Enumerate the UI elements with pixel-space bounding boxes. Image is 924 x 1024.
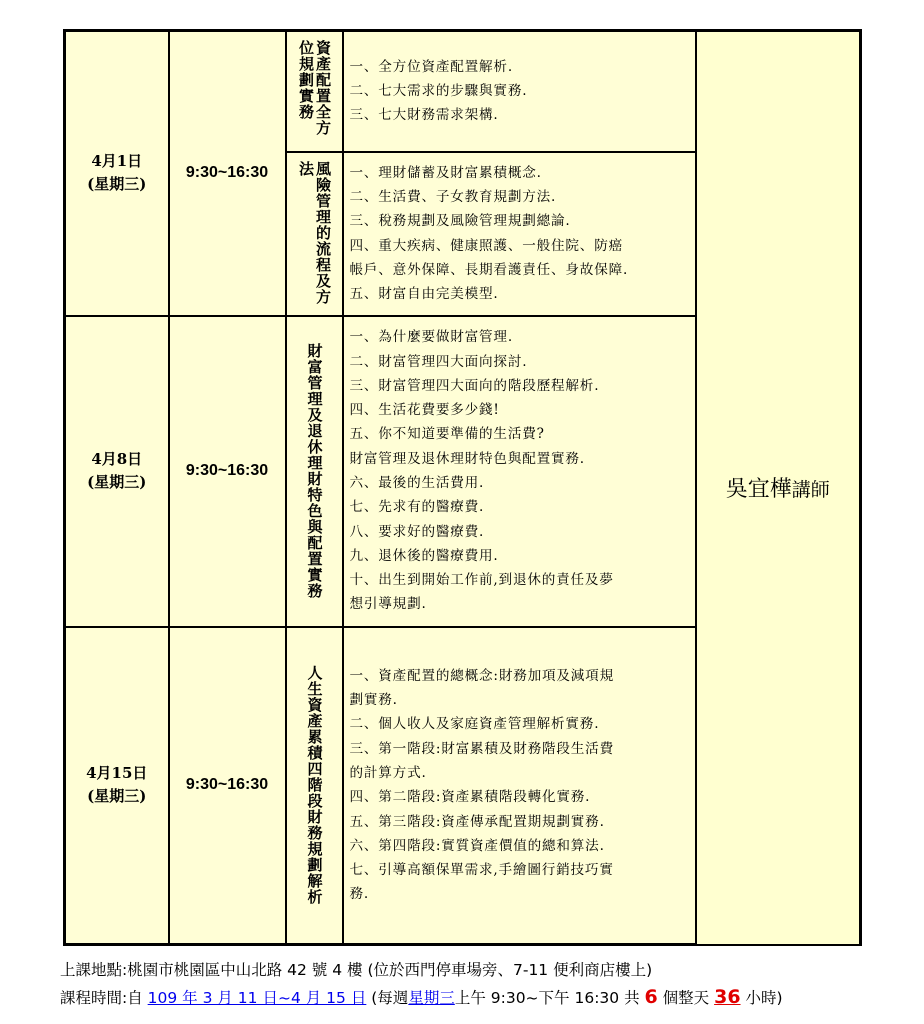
teacher-name: 吳宜樺 (725, 477, 792, 503)
content-line: 財富管理及退休理財特色與配置實務. (349, 450, 585, 467)
schedule-row (65, 31, 861, 152)
location-text: 上課地點:桃園市桃園區中山北路 42 號 4 樓 (位於西門停車場旁、7-11 便利商店樓上) (60, 961, 653, 979)
teacher-cell (696, 31, 861, 945)
content-line: 三、稅務規劃及風險管理規劃總論. (349, 213, 571, 230)
content-line: 一、理財儲蓄及財富累積概念. (349, 164, 542, 181)
content-line: 五、第三階段:資產傳承配置期規劃實務. (349, 813, 605, 830)
topic-title: 資產配置全方位規劃實務 (297, 40, 332, 137)
hour-count: 36 (714, 986, 741, 1008)
session-date: 4月1日 (91, 152, 143, 171)
content-line: 五、財富自由完美模型. (349, 286, 499, 303)
topic-title: 財富管理及退休理財特色與配置實務 (305, 343, 324, 599)
content-line: 十、出生到開始工作前,到退休的責任及夢 (349, 572, 614, 589)
content-line: 的計算方式. (349, 764, 427, 781)
date-cell (65, 31, 169, 316)
content-line: 三、七大財務需求架構. (349, 107, 499, 124)
content-line: 帳戶、意外保障、長期看護責任、身故保障. (349, 261, 629, 278)
time-label: 課程時間:自 (60, 989, 148, 1007)
content-line: 一、資產配置的總概念:財務加項及減項規 (349, 667, 614, 684)
session-weekday: (星期三) (87, 175, 147, 194)
content-line: 一、為什麼要做財富管理. (349, 329, 513, 346)
content-line: 八、要求好的醫療費. (349, 523, 485, 540)
content-line: 五、你不知道要準備的生活費? (349, 426, 545, 443)
day-suffix: 個整天 (657, 989, 715, 1007)
topic-title-cell (286, 152, 343, 316)
topic-title-cell (286, 627, 343, 945)
teacher-title: 講師 (791, 479, 830, 502)
time-cell (169, 627, 286, 945)
course-location (60, 958, 652, 980)
topic-content (343, 316, 696, 627)
course-schedule-table (63, 29, 862, 946)
content-line: 二、生活費、子女教育規劃方法. (349, 188, 557, 205)
topic-title: 風險管理的流程及方法 (297, 161, 332, 305)
time-cell (169, 316, 286, 627)
weekly-prefix: (每週 (366, 989, 409, 1007)
topic-title: 人生資產累積四階段財務規劃解析 (305, 665, 324, 906)
session-time: 9:30~16:30 (185, 164, 269, 182)
content-line: 二、個人收人及家庭資產管理解析實務. (349, 716, 600, 733)
content-line: 三、第一階段:財富累積及財務階段生活費 (349, 740, 614, 757)
date-cell (65, 627, 169, 945)
content-line: 二、財富管理四大面向探討. (349, 353, 528, 370)
content-line: 三、財富管理四大面向的階段歷程解析. (349, 377, 600, 394)
session-weekday: (星期三) (87, 787, 147, 806)
content-line: 六、第四階段:實質資產價值的總和算法. (349, 837, 605, 854)
weekday-link[interactable]: 星期三 (408, 989, 455, 1007)
content-line: 六、最後的生活費用. (349, 475, 485, 491)
content-line: 務. (349, 886, 370, 903)
session-time: 9:30~16:30 (185, 462, 269, 479)
content-line: 四、重大疾病、健康照護、一般住院、防癌 (349, 237, 623, 254)
content-line: 一、全方位資產配置解析. (349, 58, 513, 75)
content-line: 七、先求有的醫療費. (349, 499, 485, 516)
hours-text: 上午 9:30~下午 16:30 共 (454, 989, 645, 1007)
session-time: 9:30~16:30 (185, 776, 269, 794)
course-time (60, 986, 783, 1008)
hour-suffix: 小時) (740, 989, 783, 1007)
content-line: 七、引導高額保單需求,手繪圖行銷技巧實 (349, 862, 614, 879)
topic-title-cell (286, 31, 343, 152)
content-line: 九、退休後的醫療費用. (349, 547, 499, 564)
topic-content (343, 627, 696, 945)
topic-content (343, 31, 696, 152)
content-line: 四、生活花費要多少錢! (349, 402, 500, 419)
topic-content (343, 152, 696, 316)
date-range-link[interactable]: 109 年 3 月 11 日~4 月 15 日 (147, 989, 367, 1007)
content-line: 想引導規劃. (349, 596, 427, 613)
content-line: 四、第二階段:資產累積階段轉化實務. (349, 789, 591, 806)
content-line: 劃實務. (349, 692, 398, 709)
topic-title-cell (286, 316, 343, 627)
session-date: 4月8日 (91, 450, 143, 468)
session-weekday: (星期三) (87, 473, 147, 491)
content-line: 二、七大需求的步驟與實務. (349, 83, 528, 100)
session-date: 4月15日 (86, 764, 148, 783)
time-cell (169, 31, 286, 316)
date-cell (65, 316, 169, 627)
day-count: 6 (644, 986, 658, 1008)
